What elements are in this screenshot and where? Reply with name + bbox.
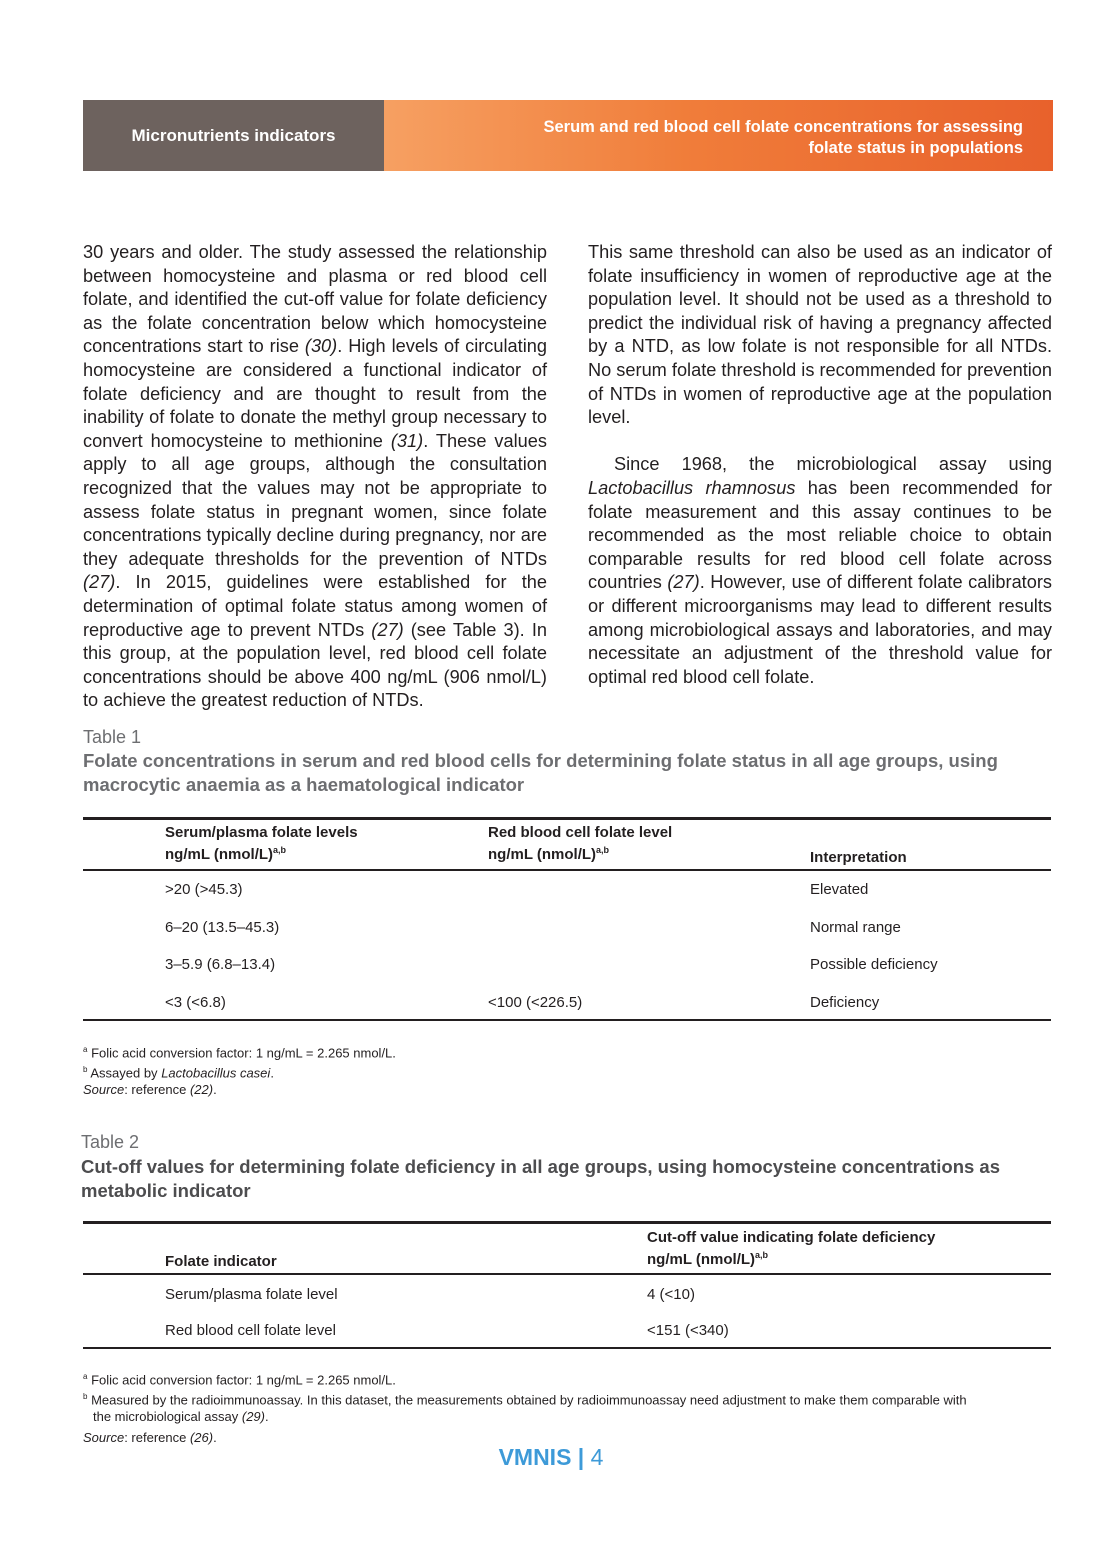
table2-title-line2: metabolic indicator xyxy=(81,1180,251,1201)
page-footer xyxy=(0,1444,1102,1471)
table1-cell-serum: 6–20 (13.5–45.3) xyxy=(165,919,280,936)
table1-cell-serum: >20 (>45.3) xyxy=(165,881,243,898)
table1-bottom-rule xyxy=(83,1019,1051,1021)
table2-title-line1: Cut-off values for determining folate deficiency in all age groups, using homocysteine concentrations as xyxy=(81,1156,1001,1177)
table1-cell-rbc: <100 (<226.5) xyxy=(488,994,583,1011)
table2-footnote-a: $^a$ Folic acid conversion factor: 1 ng/mL = 2.265 nmol/L. xyxy=(83,1372,396,1388)
table1-cell-serum: 3–5.9 (6.8–13.4) xyxy=(165,956,276,973)
table1-cell-interpretation: Possible deficiency xyxy=(810,956,938,973)
table2-header-cutoff: Cut-off value indicating folate deficiency ng/mL (nmol/L)$^{a,b}$ xyxy=(647,1229,936,1268)
table1-header-interpretation: Interpretation xyxy=(810,849,907,866)
footer-separator: | xyxy=(577,1444,585,1470)
table2-cell-cutoff: <151 (<340) xyxy=(647,1322,729,1339)
table1-footnote-a: $^a$ Folic acid conversion factor: 1 ng/mL = 2.265 nmol/L. xyxy=(83,1045,396,1061)
table2-footnote-b-cont: the microbiological assay (29). xyxy=(93,1409,269,1424)
table2-source: Source: reference (26). xyxy=(83,1430,217,1445)
table2-cell-indicator: Red blood cell folate level xyxy=(165,1322,336,1339)
table2-header-rule xyxy=(83,1273,1051,1275)
page-header xyxy=(83,100,1053,171)
table2-cell-cutoff: 4 (<10) xyxy=(647,1286,695,1303)
table1-header-rbc: Red blood cell folate level ng/mL (nmol/L)$^{a,b}$ xyxy=(488,824,673,863)
document-title-line1: Serum and red blood cell folate concentrations for assessing xyxy=(543,118,1023,136)
table1-title-line1: Folate concentrations in serum and red blood cells for determining folate status in all age groups, using xyxy=(83,750,998,771)
table2-cell-indicator: Serum/plasma folate level xyxy=(165,1286,338,1303)
table1-footnote-b: $^b$ Assayed by Lactobacillus casei. xyxy=(83,1065,274,1081)
table1-header-rule xyxy=(83,869,1051,871)
section-label: Micronutrients indicators xyxy=(83,100,384,171)
page-number: 4 xyxy=(590,1444,604,1470)
table1-header-serum: Serum/plasma folate levels ng/mL (nmol/L)$^{a,b}$ xyxy=(165,824,358,863)
body-column-right xyxy=(588,241,1052,689)
table2-title xyxy=(81,1155,1056,1203)
body-paragraph: This same threshold can also be used as an indicator of folate insufficiency in women of reproductive age at the population level. It should not be used as a threshold to predict the individual risk of having a pregnancy affected by a NTD, as low folate is not responsible for all NTDs. No serum folate threshold is recommended for prevention of NTDs in women of reproductive age at the population level. xyxy=(588,242,1053,428)
table2-bottom-rule xyxy=(83,1347,1051,1349)
table1-title-line2: macrocytic anaemia as a haematological indicator xyxy=(83,774,525,795)
table1-cell-interpretation: Deficiency xyxy=(810,994,880,1011)
table2-label: Table 2 xyxy=(81,1132,140,1152)
table1-title xyxy=(83,749,1058,797)
table2-footnote-b: $^b$ Measured by the radioimmunoassay. In this dataset, the measurements obtained by radioimmunoassay need adjustment to make them comparable with xyxy=(83,1392,967,1408)
table2-header-indicator: Folate indicator xyxy=(165,1253,277,1270)
body-paragraph: 30 years and older. The study assessed the relationship between homocysteine and plasma or red blood cell folate, and identified the cut-off value for folate deficiency as the folate concentration below which homocysteine concentrations start to rise (30). High levels of circulating homocysteine are considered a functional indicator of folate deficiency and are thought to result from the inability of folate to donate the methyl group necessary to convert homocysteine to methionine (31). These values apply to all age groups, although the consultation recognized that the values may not be appropriate to assess folate status in pregnant women, since folate concentrations typically decline during pregnancy, nor are they adequate thresholds for the prevention of NTDs (27). In 2015, guidelines were established for the determination of optimal folate status among women of reproductive age to prevent NTDs (27) (see Table 3). In this group, at the population level, red blood cell folate concentrations should be above 400 ng/mL (906 nmol/L) to achieve the greatest reduction of NTDs. xyxy=(83,242,548,711)
table1-label: Table 1 xyxy=(83,727,142,747)
body-column-left xyxy=(83,241,547,713)
table1-cell-interpretation: Elevated xyxy=(810,881,869,898)
table1-cell-interpretation: Normal range xyxy=(810,919,901,936)
table1-top-rule xyxy=(83,817,1051,820)
body-paragraph: Since 1968, the microbiological assay using Lactobacillus rhamnosus has been recommended for folate measurement and this assay continues to be recommended as the most reliable choice to obtain comparable results for red blood cell folate across countries (27). However, use of different folate calibrators or different microorganisms may lead to different results among microbiological assays and laboratories, and may necessitate an adjustment of the threshold value for optimal red blood cell folate. xyxy=(588,454,1053,687)
footer-brand: VMNIS xyxy=(498,1444,572,1470)
table2-top-rule xyxy=(83,1221,1051,1224)
table1-cell-serum: <3 (<6.8) xyxy=(165,994,226,1011)
document-title xyxy=(384,100,1053,171)
document-title-line2: folate status in populations xyxy=(808,139,1023,157)
table1-source: Source: reference (22). xyxy=(83,1082,217,1097)
